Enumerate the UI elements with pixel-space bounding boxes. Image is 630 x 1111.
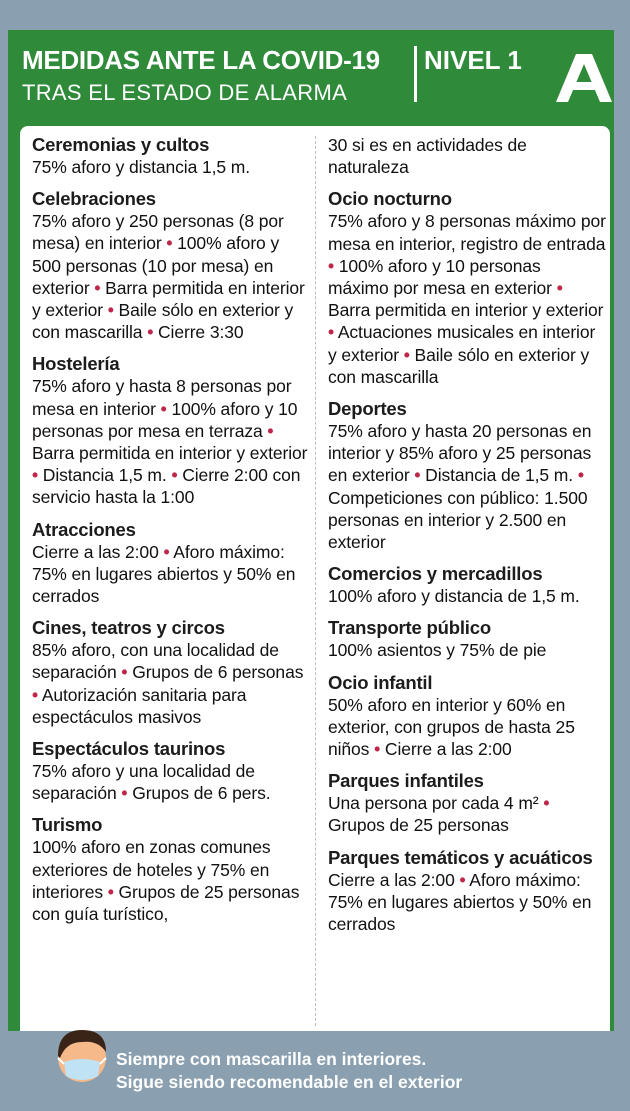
- bullet-separator: •: [107, 300, 114, 321]
- measure-text: [32, 836, 310, 925]
- measure-text-part: 100% aforo y 10 personas por mesa en terraza: [32, 398, 298, 441]
- measure-text-part: Baile sólo en exterior y con mascarilla: [328, 344, 590, 387]
- measure-item: [32, 519, 310, 608]
- measure-text-part: 75% aforo y una localidad de separación: [32, 761, 255, 804]
- measure-text-part: 100% aforo y distancia de 1,5 m.: [328, 586, 580, 607]
- measure-item: [32, 134, 310, 178]
- bullet-separator: •: [328, 255, 335, 276]
- bullet-separator: •: [94, 277, 101, 298]
- bullet-separator: •: [166, 233, 173, 254]
- measure-text: [32, 760, 310, 804]
- header-title: MEDIDAS ANTE LA COVID-19: [22, 45, 380, 75]
- measure-text-part: Grupos de 6 personas: [132, 662, 304, 683]
- measure-text: [328, 585, 606, 607]
- measure-text: [328, 639, 606, 661]
- measure-text: [32, 210, 310, 343]
- measure-title: Espectáculos taurinos: [32, 738, 226, 760]
- bullet-separator: •: [163, 541, 170, 562]
- bullet-separator: •: [107, 881, 114, 902]
- footer-line-2: Sigue siendo recomendable en el exterior: [116, 1072, 463, 1092]
- measure-text: [32, 375, 310, 508]
- bullet-separator: •: [171, 465, 178, 486]
- bullet-separator: •: [32, 684, 39, 705]
- measure-title: Celebraciones: [32, 188, 156, 210]
- measure-text: [32, 639, 310, 728]
- measure-item: [328, 563, 606, 607]
- measure-text-part: Cierre 3:30: [158, 322, 244, 343]
- measure-title: Turismo: [32, 814, 103, 836]
- measure-text-part: Aforo máximo: 75% en lugares abiertos y 50% en cerrados: [328, 869, 592, 935]
- measure-text: [328, 694, 606, 761]
- measure-title: Deportes: [328, 398, 407, 420]
- measure-item: [328, 847, 606, 936]
- measure-text-part: 100% aforo y 10 personas máximo por mesa en exterior: [328, 255, 552, 299]
- measure-title: Comercios y mercadillos: [328, 563, 543, 585]
- measure-item: [32, 353, 310, 508]
- measure-text-part: Aforo máximo: 75% en lugares abiertos y 50% en cerrados: [32, 541, 296, 607]
- measure-text-part: Cierre a las 2:00: [328, 869, 455, 890]
- footer-line-1: Siempre con mascarilla en interiores.: [116, 1049, 427, 1069]
- measure-text-part: Distancia 1,5 m.: [42, 465, 167, 486]
- measure-text: [328, 792, 606, 836]
- measure-title: Parques infantiles: [328, 770, 484, 792]
- measure-item: [328, 134, 606, 178]
- bullet-separator: •: [160, 398, 167, 419]
- measure-item: [32, 188, 310, 343]
- measure-title: Atracciones: [32, 518, 136, 540]
- measure-title: Ocio nocturno: [328, 188, 452, 210]
- measure-text-part: 75% aforo y 250 personas (8 por mesa) en interior: [32, 211, 284, 254]
- bullet-separator: •: [267, 420, 274, 441]
- measure-title: Parques temáticos y acuáticos: [328, 846, 593, 868]
- measure-item: [328, 188, 606, 388]
- measure-title: Transporte público: [328, 617, 491, 639]
- measure-text-part: 75% aforo y hasta 8 personas por mesa en interior: [32, 376, 292, 419]
- bullet-separator: •: [374, 739, 381, 760]
- bullet-separator: •: [577, 465, 584, 486]
- measure-text: [328, 420, 606, 553]
- measure-text-part: Competiciones con público: 1.500 personas en interior y 2.500 en exterior: [328, 487, 588, 553]
- measure-text-part: 100% aforo y 500 personas (10 por mesa) en exterior: [32, 233, 280, 298]
- measure-title: Cines, teatros y circos: [32, 617, 225, 639]
- level-label: NIVEL 1: [424, 45, 522, 75]
- measure-item: [328, 770, 606, 836]
- measure-item: [32, 738, 310, 804]
- bullet-separator: •: [543, 793, 550, 814]
- measure-text-part: 75% aforo y 8 personas máximo por mesa en interior, registro de entrada: [328, 211, 606, 254]
- measure-item: [32, 814, 310, 925]
- measure-text: [328, 134, 606, 178]
- measure-text-part: 100% aforo en zonas comunes exteriores de hoteles y 75% en interiores: [32, 837, 271, 902]
- measure-text-part: Grupos de 25 personas: [328, 815, 509, 836]
- header-divider: [414, 46, 417, 102]
- measure-text-part: Barra permitida en interior y exterior: [32, 443, 308, 464]
- bullet-separator: •: [459, 869, 466, 890]
- bullet-separator: •: [556, 278, 563, 299]
- measure-text-part: Barra permitida en interior y exterior: [32, 277, 305, 321]
- bullet-separator: •: [328, 322, 335, 343]
- column-divider: [315, 136, 316, 1026]
- right-column: [328, 134, 606, 945]
- measure-text-part: Cierre a las 2:00: [32, 541, 159, 562]
- top-strip: [0, 0, 630, 30]
- bullet-separator: •: [121, 662, 128, 683]
- measure-text-part: 75% aforo y distancia 1,5 m.: [32, 157, 251, 177]
- measure-text-part: Cierre 2:00 con servicio hasta la 1:00: [32, 465, 301, 508]
- bullet-separator: •: [403, 344, 410, 365]
- bullet-separator: •: [121, 783, 128, 804]
- measure-text: [32, 541, 310, 608]
- measure-text-part: Cierre a las 2:00: [384, 739, 512, 760]
- bullet-separator: •: [32, 465, 39, 486]
- measure-text-part: 50% aforo en interior y 60% en exterior, con grupos de hasta 25 niños: [328, 694, 575, 760]
- measure-text-part: Baile sólo en exterior y con mascarilla: [32, 300, 294, 343]
- measure-text-part: 100% asientos y 75% de pie: [328, 640, 547, 661]
- measure-item: [32, 617, 310, 728]
- measure-title: Ceremonias y cultos: [32, 134, 210, 155]
- masked-person-icon: [52, 1022, 112, 1086]
- measure-item: [328, 398, 606, 553]
- measure-title: Hostelería: [32, 353, 120, 375]
- measure-text-part: Grupos de 25 personas con guía turístico,: [32, 881, 300, 925]
- measure-text-part: 75% aforo y hasta 20 personas en interior y 85% aforo y 25 personas en exterior: [328, 421, 592, 486]
- measure-item: [328, 672, 606, 761]
- measure-text: [32, 156, 310, 178]
- measure-text-part: Barra permitida en interior y exterior: [328, 300, 604, 321]
- header-subtitle: TRAS EL ESTADO DE ALARMA: [22, 80, 348, 105]
- measure-text-part: Distancia de 1,5 m.: [425, 465, 574, 486]
- measure-text-part: 85% aforo, con una localidad de separación: [32, 640, 279, 683]
- measure-text-part: Grupos de 6 pers.: [132, 783, 271, 804]
- measure-item: [328, 617, 606, 661]
- measure-text-part: Actuaciones musicales en interior y exterior: [328, 322, 596, 365]
- measure-text-part: 30 si es en actividades de naturaleza: [328, 135, 527, 178]
- content-card: [20, 126, 610, 1031]
- measure-text: [328, 869, 606, 936]
- footer-note: [116, 1048, 462, 1094]
- left-column: [32, 134, 310, 935]
- bullet-separator: •: [414, 465, 421, 486]
- measure-text-part: Una persona por cada 4 m²: [328, 793, 539, 814]
- bullet-separator: •: [147, 322, 154, 343]
- junta-andalucia-logo-icon: [556, 52, 612, 104]
- measure-text: [328, 210, 606, 388]
- measure-title: Ocio infantil: [328, 671, 433, 693]
- measure-text-part: Autorización sanitaria para espectáculos masivos: [32, 684, 247, 727]
